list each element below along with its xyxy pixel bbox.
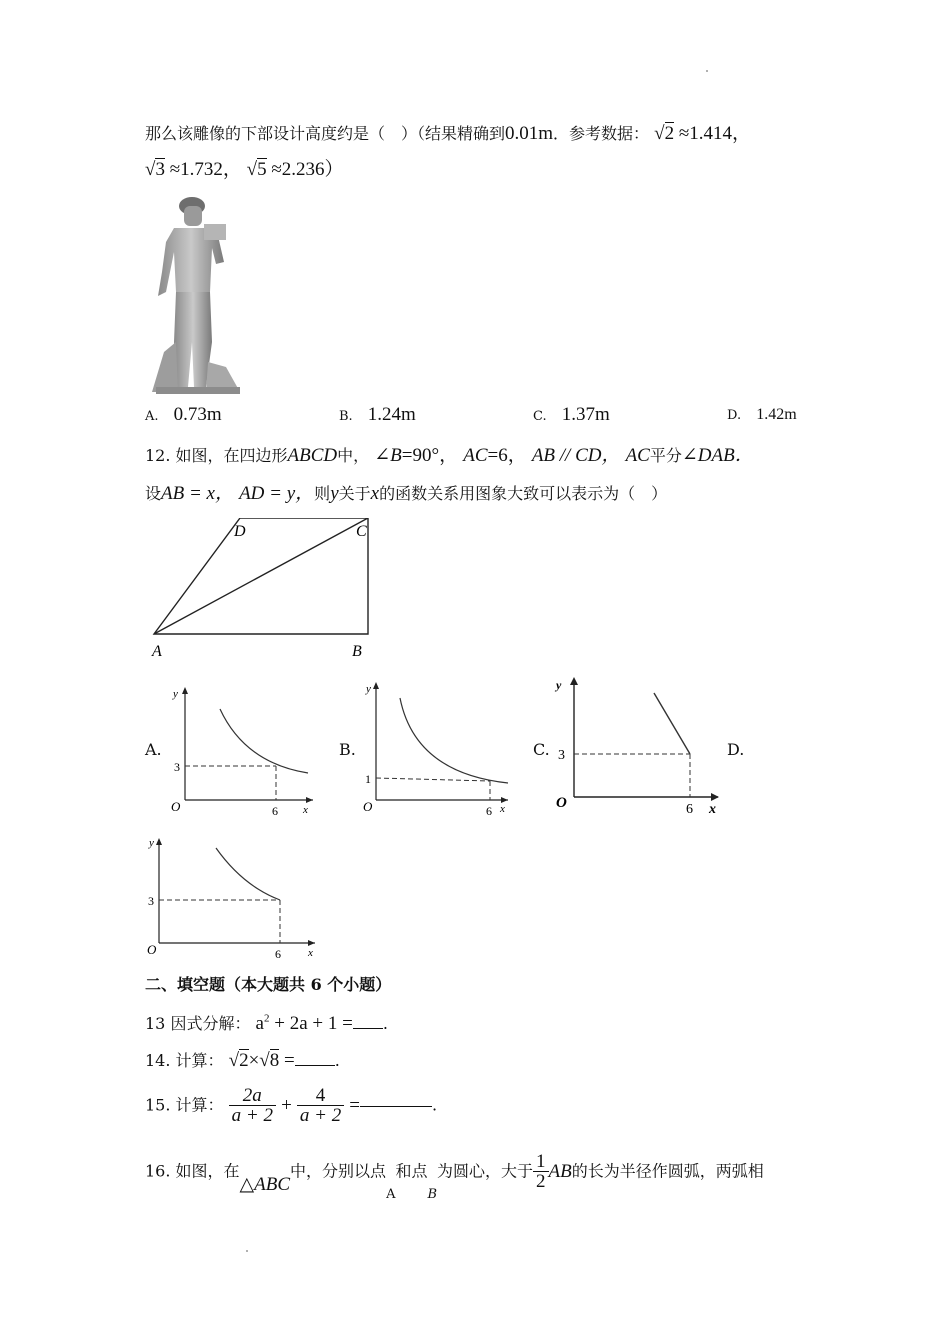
parallel-condition: AB // CD，	[531, 445, 621, 466]
option-value: 1.42m	[756, 406, 797, 423]
ac-value: =6，	[487, 445, 527, 466]
answer-blank[interactable]	[295, 1064, 335, 1066]
quad-name: ABCD	[287, 445, 338, 466]
q14-expression: √2×√8 =	[228, 1050, 295, 1071]
q12-text: 则	[314, 484, 331, 503]
graph-b	[360, 678, 515, 818]
answer-blank[interactable]	[360, 1105, 432, 1107]
equals-sign: =	[283, 1050, 295, 1071]
var-y: y	[330, 483, 339, 504]
x-axis-label: x	[308, 947, 313, 959]
q11-line1	[145, 118, 751, 145]
diagonal-ac	[154, 518, 368, 634]
section-title: 二、填空题（本大题共 6 个小题）	[145, 975, 392, 994]
vertex-a-label: A	[152, 643, 162, 660]
y-value-label: 1	[365, 772, 371, 786]
denominator: a + 2	[231, 1105, 273, 1126]
q15	[145, 1086, 437, 1125]
quadrilateral-figure	[140, 518, 385, 663]
q13-exponent: 2	[263, 1012, 270, 1025]
origin-label: O	[363, 799, 373, 814]
q13	[145, 1011, 388, 1035]
vertex-c-label: C	[356, 523, 367, 540]
graph-a	[165, 683, 320, 818]
q12-text: 的函数关系用图象大致可以表示为（ ）	[379, 484, 668, 503]
y-axis-label: y	[149, 837, 154, 849]
point-b: B	[427, 1187, 438, 1202]
sqrt2-expr: √2 ≈1.414，	[654, 123, 752, 144]
denominator: a + 2	[299, 1105, 342, 1126]
ac-label: AC	[463, 445, 488, 466]
q16-prefix: 16. 如图，在	[145, 1161, 240, 1181]
answer-blank[interactable]	[353, 1027, 383, 1029]
x-axis-label: x	[709, 802, 716, 817]
ac-label-2: AC	[625, 445, 650, 466]
q16	[145, 1152, 764, 1201]
q11-ref-label: ．参考数据：	[553, 124, 650, 143]
q11-option-b[interactable]	[339, 404, 416, 426]
angle-b-value: =90°，	[401, 445, 459, 466]
denominator: 2	[536, 1171, 546, 1192]
origin-label: O	[147, 942, 157, 957]
q15-end: .	[432, 1095, 438, 1115]
vertex-b-label: B	[352, 643, 362, 660]
option-value: 1.24m	[367, 404, 416, 425]
y-value-label: 3	[148, 894, 154, 908]
fraction-half	[533, 1152, 549, 1191]
option-letter: D.	[727, 408, 742, 423]
graph-d	[143, 834, 323, 964]
q12-line1	[145, 440, 754, 467]
option-letter: B.	[339, 409, 353, 424]
radicand-2: 8	[269, 1050, 280, 1071]
q16-text: 和点	[395, 1161, 428, 1181]
ad-eq-y: AD = y，	[239, 483, 315, 504]
angle-dab: ∠DAB．	[681, 445, 754, 466]
numerator: 2a	[229, 1086, 276, 1106]
x-axis-label: x	[500, 803, 505, 815]
y-axis-label: y	[173, 688, 178, 700]
x-value-label: 6	[486, 804, 492, 818]
q12-option-d[interactable]: D.	[727, 740, 745, 759]
q11-option-c[interactable]	[533, 404, 610, 426]
numerator: 4	[297, 1086, 344, 1106]
q12-text: 关于	[338, 484, 371, 503]
approx-sqrt2: ≈1.414，	[678, 123, 752, 144]
radicand-1: 2	[239, 1050, 249, 1071]
q15-prefix: 15. 计算：	[145, 1095, 224, 1115]
y-value-label: 3	[174, 760, 180, 774]
var-x: x	[370, 483, 380, 504]
plus-sign: +	[281, 1095, 292, 1116]
page-mark	[246, 1250, 248, 1252]
angle-b: ∠B	[374, 445, 402, 466]
y-axis-label: y	[556, 678, 562, 692]
x-value-label: 6	[686, 802, 693, 817]
q13-expression	[256, 1013, 353, 1034]
q11-precision: 0.01m	[505, 123, 554, 144]
ab-eq-x: AB = x，	[161, 483, 234, 504]
q12-line2	[145, 478, 667, 505]
page-mark	[706, 70, 708, 72]
q13-base: a	[255, 1013, 264, 1034]
q11-text: 那么该雕像的下部设计高度约是（ ）（结果精确到	[145, 124, 506, 143]
q12-text: 平分	[649, 446, 682, 465]
q12-option-b[interactable]: B.	[339, 740, 356, 759]
q16-text: 中，分别以点	[290, 1161, 387, 1181]
q16-text: 为圆心，大于	[437, 1161, 534, 1181]
q13-end: .	[382, 1014, 388, 1033]
q16-text: 的长为半径作圆弧，两弧相	[571, 1161, 764, 1181]
q12-option-c[interactable]: C.	[533, 740, 550, 759]
numerator: 1	[533, 1152, 549, 1172]
sqrt5-radicand: 5	[257, 159, 267, 180]
equals-sign: =	[349, 1095, 361, 1116]
segment-ab: AB	[548, 1161, 572, 1182]
option-letter: A.	[145, 409, 159, 424]
origin-label: O	[171, 799, 181, 814]
q12-text: 中，	[337, 446, 370, 465]
q11-option-d[interactable]	[727, 404, 797, 424]
statue-image	[146, 192, 242, 394]
q14-prefix: 14. 计算：	[145, 1051, 224, 1070]
fraction-1	[229, 1086, 276, 1125]
q12-prefix: 12. 如图，在四边形	[145, 446, 288, 465]
approx-sqrt5: ≈2.236）	[271, 159, 344, 180]
option-letter: C.	[533, 409, 547, 424]
origin-label: O	[556, 795, 567, 811]
triangle-abc: △ABC	[239, 1174, 291, 1195]
q11-line2: √3 ≈1.732， √5 ≈2.236）	[145, 159, 344, 180]
point-a: A	[386, 1187, 396, 1202]
q14-end: .	[334, 1051, 340, 1070]
x-value-label: 6	[272, 804, 278, 818]
graph-c	[552, 673, 727, 821]
q12-option-a[interactable]: A.	[145, 740, 162, 759]
y-value-label: 3	[558, 748, 565, 763]
option-value: 0.73m	[173, 404, 222, 425]
x-value-label: 6	[275, 947, 281, 961]
x-axis-label: x	[303, 804, 308, 816]
option-value: 1.37m	[561, 404, 610, 425]
approx-sqrt3: ≈1.732，	[169, 159, 242, 180]
q12-text: 设	[145, 484, 162, 503]
q14	[145, 1048, 340, 1072]
sqrt3-radicand: 3	[155, 159, 165, 180]
q11-option-a[interactable]	[145, 404, 222, 426]
y-axis-label: y	[366, 683, 371, 695]
q13-rest: + 2a + 1 =	[269, 1013, 353, 1034]
times-sign: ×	[248, 1050, 260, 1071]
q13-prefix: 13 因式分解：	[145, 1014, 251, 1033]
sqrt2-radicand: 2	[664, 123, 675, 144]
fraction-2	[297, 1086, 344, 1125]
vertex-d-label: D	[234, 523, 246, 540]
